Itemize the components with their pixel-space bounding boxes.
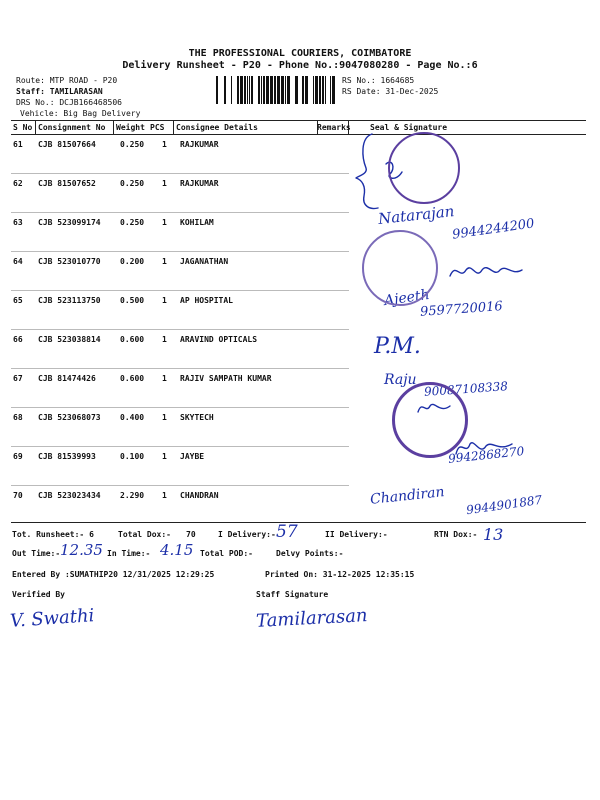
row-weight: 0.250 xyxy=(120,218,145,227)
barcode-bar xyxy=(319,76,321,104)
row-weight: 0.250 xyxy=(120,140,145,149)
col-divider xyxy=(113,120,114,134)
handwritten-name: Natarajan xyxy=(377,202,456,228)
table-bottom-rule xyxy=(11,522,586,523)
row-consignee: AP HOSPITAL xyxy=(180,296,233,305)
row-consignment-no: CJB 523099174 xyxy=(38,218,101,227)
i-delivery-value: 57 xyxy=(276,522,298,542)
barcode-bar xyxy=(263,76,265,104)
rs-number: RS No.: 1664685 xyxy=(342,76,415,85)
row-weight: 0.250 xyxy=(120,179,145,188)
rs-date: RS Date: 31-Dec-2025 xyxy=(342,87,439,96)
table-row xyxy=(0,368,600,407)
row-weight: 0.600 xyxy=(120,335,145,344)
row-pcs: 1 xyxy=(162,413,167,422)
col-remarks: Remarks xyxy=(317,123,351,132)
barcode-bar xyxy=(244,76,246,104)
barcode-bar xyxy=(231,76,232,104)
row-consignment-no: CJB 523023434 xyxy=(38,491,101,500)
company-seal-stamp xyxy=(388,132,460,204)
handwritten-name: Ajeeth xyxy=(383,286,431,310)
total-dox-label: Total Dox:- xyxy=(118,530,171,539)
row-sno: 67 xyxy=(13,374,23,383)
row-consignee: JAGANATHAN xyxy=(180,257,229,266)
row-consignee: RAJKUMAR xyxy=(180,179,219,188)
row-consignee: ARAVIND OPTICALS xyxy=(180,335,258,344)
barcode-bar xyxy=(237,76,239,104)
skytech-seal-stamp xyxy=(392,382,468,458)
handwritten-phone: 9942868270 xyxy=(447,444,525,466)
row-sno: 62 xyxy=(13,179,23,188)
barcode-bar xyxy=(332,76,335,104)
row-sno: 70 xyxy=(13,491,23,500)
barcode-bar xyxy=(261,76,262,104)
vehicle: Vehicle: Big Bag Delivery xyxy=(20,109,141,118)
barcode-bar xyxy=(258,76,260,104)
row-weight: 0.400 xyxy=(120,413,145,422)
rtn-dox-label: RTN Dox:- xyxy=(434,530,478,539)
row-pcs: 1 xyxy=(162,374,167,383)
table-row xyxy=(0,290,600,329)
ii-delivery-label: II Delivery:- xyxy=(325,530,388,539)
runsheet-title: Delivery Runsheet - P20 - Phone No.:9047080280 - Page No.:6 xyxy=(122,60,478,71)
row-consignment-no: CJB 81539993 xyxy=(38,452,96,461)
in-time-value: 4.15 xyxy=(160,541,194,559)
row-sno: 68 xyxy=(13,413,23,422)
barcode-bar xyxy=(224,76,226,104)
row-sno: 63 xyxy=(13,218,23,227)
handwritten-name: Chandiran xyxy=(369,484,446,508)
drs-number: DRS No.: DCJB166468506 xyxy=(16,98,122,107)
row-weight: 0.100 xyxy=(120,452,145,461)
row-divider xyxy=(11,368,349,369)
row-pcs: 1 xyxy=(162,491,167,500)
row-consignee: RAJIV SAMPATH KUMAR xyxy=(180,374,272,383)
row-divider xyxy=(11,212,349,213)
delvy-points-label: Delvy Points:- xyxy=(276,549,344,558)
handwritten-phone: 9944244200 xyxy=(451,216,536,243)
row-sno: 64 xyxy=(13,257,23,266)
row-sno: 69 xyxy=(13,452,23,461)
route: Route: MTP ROAD - P20 xyxy=(16,76,118,85)
barcode-bar xyxy=(281,76,284,104)
col-divider xyxy=(35,120,36,134)
row-consignment-no: CJB 81507652 xyxy=(38,179,96,188)
barcode-bar xyxy=(295,76,298,104)
barcode-bar xyxy=(270,76,273,104)
tot-runsheet: Tot. Runsheet:- 6 xyxy=(12,530,94,539)
row-divider xyxy=(11,485,349,486)
handwritten-signature: P.M. xyxy=(374,334,421,359)
row-weight: 2.290 xyxy=(120,491,145,500)
out-time-value: 12.35 xyxy=(60,541,103,559)
row-pcs: 1 xyxy=(162,335,167,344)
barcode xyxy=(216,76,338,104)
barcode-bar xyxy=(249,76,250,104)
row-consignee: KOHILAM xyxy=(180,218,214,227)
barcode-bar xyxy=(325,76,326,104)
row-consignment-no: CJB 523010770 xyxy=(38,257,101,266)
staff-signature-label: Staff Signature xyxy=(256,590,329,599)
row-divider xyxy=(11,329,349,330)
barcode-bar xyxy=(240,76,243,104)
row-consignment-no: CJB 523068073 xyxy=(38,413,101,422)
i-delivery-label: I Delivery:- xyxy=(218,530,276,539)
barcode-bar xyxy=(302,76,304,104)
handwritten-signature: Raju xyxy=(384,372,417,388)
table-row xyxy=(0,329,600,368)
barcode-bar xyxy=(330,76,331,104)
company-seal-stamp xyxy=(362,230,438,306)
total-pod-label: Total POD:- xyxy=(200,549,253,558)
in-time-label: In Time:- xyxy=(107,549,151,558)
col-divider xyxy=(173,120,174,134)
barcode-bar xyxy=(266,76,269,104)
row-consignee: JAYBE xyxy=(180,452,205,461)
rtn-dox-value: 13 xyxy=(483,525,504,544)
barcode-bar xyxy=(274,76,276,104)
col-consignment: Consignment No xyxy=(38,123,106,132)
total-dox-value: 70 xyxy=(186,530,196,539)
col-pcs: PCS xyxy=(150,123,165,132)
staff: Staff: TAMILARASAN xyxy=(16,87,103,96)
row-divider xyxy=(11,251,349,252)
col-seal-signature: Seal & Signature xyxy=(370,123,448,132)
company-name: THE PROFESSIONAL COURIERS, COIMBATORE xyxy=(188,48,412,59)
barcode-bar xyxy=(251,76,253,104)
handwritten-phone: 9597720016 xyxy=(419,299,504,320)
printed-on: Printed On: 31-12-2025 12:35:15 xyxy=(265,570,415,579)
row-consignment-no: CJB 523113750 xyxy=(38,296,101,305)
row-weight: 0.200 xyxy=(120,257,145,266)
row-divider xyxy=(11,446,349,447)
barcode-bar xyxy=(216,76,218,104)
scribble-signature xyxy=(446,258,526,284)
table-row xyxy=(0,134,600,173)
row-pcs: 1 xyxy=(162,179,167,188)
row-consignee: RAJKUMAR xyxy=(180,140,219,149)
col-sno: S No xyxy=(13,123,33,132)
barcode-bar xyxy=(277,76,280,104)
row-weight: 0.500 xyxy=(120,296,145,305)
row-pcs: 1 xyxy=(162,296,167,305)
handwritten-phone: 90087108338 xyxy=(423,379,509,399)
col-weight: Weight xyxy=(116,123,145,132)
verified-by-label: Verified By xyxy=(12,590,65,599)
row-divider xyxy=(11,290,349,291)
verified-signature: V. Swathi xyxy=(9,605,95,632)
col-consignee: Consignee Details xyxy=(176,123,258,132)
row-sno: 61 xyxy=(13,140,23,149)
row-sno: 65 xyxy=(13,296,23,305)
row-divider xyxy=(11,173,349,174)
table-top-rule xyxy=(11,120,586,121)
row-pcs: 1 xyxy=(162,140,167,149)
row-pcs: 1 xyxy=(162,257,167,266)
barcode-bar xyxy=(287,76,290,104)
row-consignment-no: CJB 81474426 xyxy=(38,374,96,383)
row-sno: 66 xyxy=(13,335,23,344)
barcode-bar xyxy=(285,76,286,104)
handwritten-phone: 9944901887 xyxy=(465,492,543,518)
barcode-bar xyxy=(322,76,324,104)
row-divider xyxy=(11,407,349,408)
barcode-bar xyxy=(247,76,248,104)
barcode-bar xyxy=(305,76,308,104)
row-consignee: CHANDRAN xyxy=(180,491,219,500)
staff-handwritten-signature: Tamilarasan xyxy=(255,605,369,632)
row-pcs: 1 xyxy=(162,218,167,227)
row-consignee: SKYTECH xyxy=(180,413,214,422)
row-pcs: 1 xyxy=(162,452,167,461)
barcode-bar xyxy=(315,76,318,104)
table-row xyxy=(0,173,600,212)
row-weight: 0.600 xyxy=(120,374,145,383)
barcode-bar xyxy=(313,76,314,104)
row-consignment-no: CJB 81507664 xyxy=(38,140,96,149)
entered-by: Entered By :SUMATHIP20 12/31/2025 12:29:25 xyxy=(12,570,215,579)
row-consignment-no: CJB 523038814 xyxy=(38,335,101,344)
out-time-label: Out Time:- xyxy=(12,549,61,558)
